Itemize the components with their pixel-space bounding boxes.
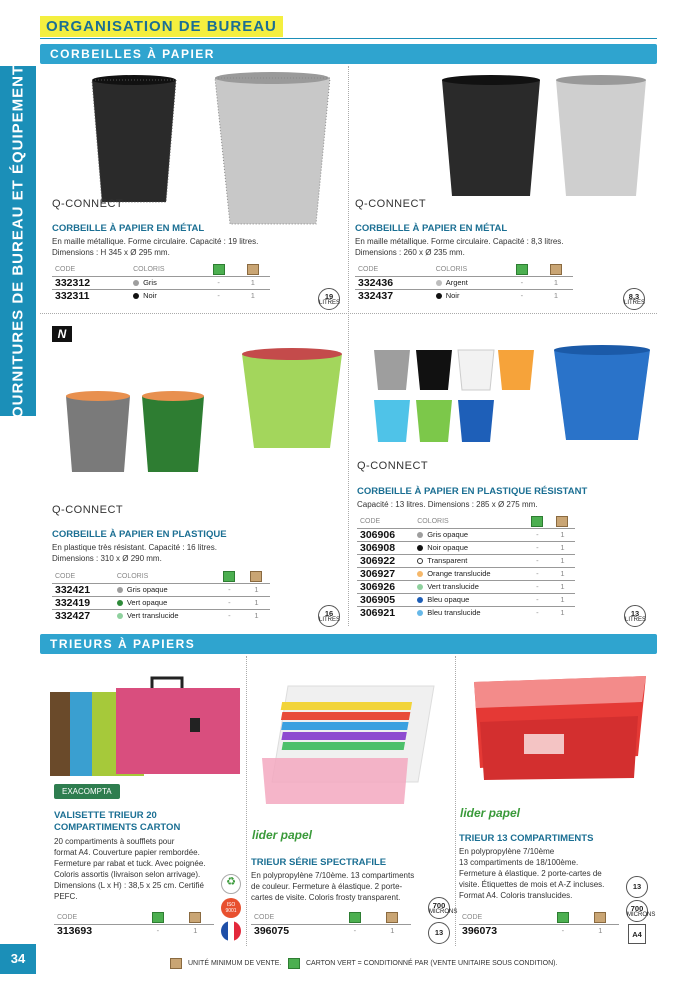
colors-header: COLORIS bbox=[417, 518, 449, 526]
legend-green bbox=[288, 958, 557, 969]
color-swatch bbox=[417, 558, 423, 564]
product-code: 306927 bbox=[357, 567, 414, 580]
table-row bbox=[355, 289, 573, 302]
qty-unit: 1 bbox=[550, 528, 575, 541]
qconnect-logo: Q-CONNECT bbox=[355, 198, 427, 210]
product-desc: Dimensions : H 345 x Ø 295 mm. bbox=[52, 248, 170, 257]
table-row bbox=[251, 924, 411, 937]
grey-basket-icon bbox=[66, 391, 130, 472]
product-title: CORBEILLE À PAPIER EN MÉTAL bbox=[52, 223, 205, 234]
a4-format-badge: A4 bbox=[628, 924, 646, 944]
microns-badge: 700 MICRONS bbox=[626, 900, 648, 922]
green-basket-icon bbox=[142, 391, 204, 472]
page-number: 34 bbox=[0, 944, 36, 974]
qty-unit: 1 bbox=[550, 554, 575, 567]
color-name: Vert translucide bbox=[427, 582, 479, 591]
product-desc-block bbox=[251, 870, 414, 903]
plastic-baskets-image bbox=[60, 344, 350, 476]
color-name: Noir bbox=[143, 291, 157, 301]
table-row bbox=[52, 596, 270, 609]
color-swatch bbox=[117, 600, 123, 606]
green-carton-icon bbox=[213, 264, 225, 275]
product-desc: En maille métallique. Forme circulaire. Capacité : 19 litres. bbox=[52, 237, 259, 246]
color-swatch bbox=[417, 532, 423, 538]
box-icon bbox=[170, 958, 182, 969]
color-name: Noir opaque bbox=[427, 543, 469, 552]
product-code: 306908 bbox=[357, 541, 414, 554]
legend-unit-text: UNITÉ MINIMUM DE VENTE. bbox=[188, 960, 282, 967]
translucent-green-basket-icon bbox=[242, 348, 342, 448]
blue-small-basket-icon bbox=[458, 400, 494, 442]
code-header: CODE bbox=[55, 266, 76, 274]
color-name: Bleu opaque bbox=[427, 595, 470, 604]
green-carton-icon bbox=[516, 264, 528, 275]
product-code: 306921 bbox=[357, 606, 414, 619]
qty-green: - bbox=[139, 924, 176, 937]
column-divider bbox=[455, 656, 456, 946]
product-title: VALISETTE TRIEUR 20 bbox=[54, 810, 157, 821]
product-desc: En polypropylène 7/10ème bbox=[459, 847, 555, 856]
qty-green: - bbox=[201, 289, 235, 302]
qty-green: - bbox=[201, 276, 235, 289]
qty-unit: 1 bbox=[539, 289, 573, 302]
box-icon bbox=[550, 264, 562, 275]
color-name: Vert opaque bbox=[126, 598, 168, 607]
green-carton-icon bbox=[349, 912, 361, 923]
sidebar-label: FOURNITURES DE BUREAU ET ÉQUIPEMENTS bbox=[9, 53, 27, 429]
product-desc: Dimensions (L x H) : 38,5 x 25 cm. Certifié bbox=[54, 881, 204, 890]
table-row bbox=[459, 924, 619, 937]
qty-unit: 1 bbox=[243, 609, 270, 622]
iso-badge: ISO 9001 bbox=[221, 898, 241, 918]
color-swatch bbox=[417, 571, 423, 577]
product-table bbox=[52, 571, 270, 622]
product-desc: visite. Étiquettes de mois et A-Z incluses. bbox=[459, 880, 605, 889]
table-row bbox=[357, 567, 575, 580]
table-row bbox=[357, 606, 575, 619]
box-icon bbox=[556, 516, 568, 527]
product-desc: Capacité : 13 litres. Dimensions : 285 x Ø 275 mm. bbox=[357, 500, 538, 509]
color-swatch bbox=[117, 587, 123, 593]
qty-unit: 1 bbox=[550, 567, 575, 580]
product-title: TRIEUR 13 COMPARTIMENTS bbox=[459, 833, 594, 844]
product-code: 332312 bbox=[52, 276, 130, 289]
color-swatch bbox=[436, 293, 442, 299]
qty-green: - bbox=[525, 554, 550, 567]
product-table bbox=[459, 912, 619, 937]
product-table bbox=[52, 264, 270, 302]
product-code: 332427 bbox=[52, 609, 114, 622]
color-swatch bbox=[417, 584, 423, 590]
product-desc: Fermeture à élastique. 2 porte-cartes de bbox=[459, 869, 602, 878]
product-title: TRIEUR SÉRIE SPECTRAFILE bbox=[251, 857, 387, 868]
silver-mesh-basket-icon bbox=[556, 75, 646, 196]
table-row bbox=[357, 554, 575, 567]
product-code: 396075 bbox=[251, 924, 336, 937]
capacity-badge: 19 LITRES bbox=[318, 288, 340, 310]
product-desc: de couleur. Fermeture à élastique. 2 porte- bbox=[251, 882, 403, 891]
section-bar-trieurs: TRIEURS À PAPIERS bbox=[40, 634, 657, 654]
box-icon bbox=[250, 571, 262, 582]
product-title: CORBEILLE À PAPIER EN PLASTIQUE bbox=[52, 529, 227, 540]
color-name: Gris bbox=[143, 278, 157, 287]
qty-green: - bbox=[544, 924, 581, 937]
color-name: Gris opaque bbox=[126, 585, 168, 594]
product-desc-block bbox=[54, 836, 206, 902]
color-swatch bbox=[117, 613, 123, 619]
product-code: 332419 bbox=[52, 596, 114, 609]
small-metal-baskets-image bbox=[438, 74, 650, 204]
microns-badge: 700 MICRONS bbox=[428, 897, 450, 919]
table-row bbox=[357, 580, 575, 593]
qty-green: - bbox=[505, 289, 539, 302]
orange-small-basket-icon bbox=[498, 350, 534, 390]
qty-green: - bbox=[525, 593, 550, 606]
title-divider bbox=[40, 38, 657, 39]
pefc-icon: ♻ bbox=[221, 874, 241, 894]
color-swatch bbox=[436, 280, 442, 286]
color-name: Orange translucide bbox=[427, 569, 491, 578]
product-code: 306906 bbox=[357, 528, 414, 541]
color-name: Noir bbox=[445, 291, 460, 301]
qconnect-logo: Q-CONNECT bbox=[52, 504, 124, 516]
product-title: COMPARTIMENTS CARTON bbox=[54, 822, 181, 833]
table-row bbox=[357, 593, 575, 606]
qty-unit: 1 bbox=[550, 541, 575, 554]
red-trieur-icon bbox=[474, 676, 646, 780]
qconnect-logo: Q-CONNECT bbox=[52, 198, 124, 210]
colors-header: COLORIS bbox=[435, 266, 468, 274]
table-row bbox=[355, 276, 573, 289]
qty-unit: 1 bbox=[550, 606, 575, 619]
qty-unit: 1 bbox=[550, 593, 575, 606]
product-desc-block bbox=[459, 846, 604, 901]
compartments-badge: 13 bbox=[626, 876, 648, 898]
product-desc: En plastique très résistant. Capacité : 16 litres. bbox=[52, 543, 217, 552]
qty-green: - bbox=[525, 567, 550, 580]
box-icon bbox=[594, 912, 606, 923]
transparent-small-basket-icon bbox=[458, 350, 494, 390]
product-code: 332311 bbox=[52, 289, 130, 302]
table-row bbox=[54, 924, 214, 937]
legend-green-text: CARTON VERT = CONDITIONNÉ PAR (VENTE UNITAIRE SOUS CONDITION). bbox=[306, 960, 558, 967]
compartments-badge: 13 bbox=[428, 922, 450, 944]
lider-papel-logo: lider papel bbox=[460, 806, 521, 820]
green-carton-icon bbox=[288, 958, 300, 969]
qty-unit: 1 bbox=[539, 276, 573, 289]
code-header: CODE bbox=[462, 914, 483, 922]
product-table bbox=[355, 264, 573, 302]
box-icon bbox=[189, 912, 201, 923]
product-code: 306905 bbox=[357, 593, 414, 606]
product-desc: Coloris assortis (livraison selon arrivage). bbox=[54, 870, 201, 879]
product-desc: Dimensions : 310 x Ø 290 mm. bbox=[52, 554, 162, 563]
code-header: CODE bbox=[254, 914, 275, 922]
product-code: 306926 bbox=[357, 580, 414, 593]
qty-unit: 1 bbox=[236, 289, 270, 302]
qty-green: - bbox=[336, 924, 373, 937]
green-carton-icon bbox=[557, 912, 569, 923]
qty-unit: 1 bbox=[582, 924, 619, 937]
resistant-baskets-image bbox=[370, 344, 655, 448]
qty-unit: 1 bbox=[243, 583, 270, 596]
silver-mesh-basket-icon bbox=[215, 72, 330, 224]
red-trieur-image bbox=[470, 672, 650, 782]
file-case-icon bbox=[50, 678, 240, 776]
product-title: CORBEILLE À PAPIER EN PLASTIQUE RÉSISTANT bbox=[357, 486, 588, 497]
lime-small-basket-icon bbox=[416, 400, 452, 442]
sidebar-category bbox=[0, 53, 36, 429]
product-title: CORBEILLE À PAPIER EN MÉTAL bbox=[355, 223, 508, 234]
code-header: CODE bbox=[360, 518, 381, 526]
green-carton-icon bbox=[223, 571, 235, 582]
product-table bbox=[357, 516, 575, 619]
qty-green: - bbox=[216, 596, 243, 609]
table-row bbox=[357, 541, 575, 554]
qty-green: - bbox=[525, 580, 550, 593]
section-bar-corbeilles: CORBEILLES À PAPIER bbox=[40, 44, 657, 64]
black-mesh-basket-icon bbox=[442, 75, 540, 196]
box-icon bbox=[386, 912, 398, 923]
qty-unit: 1 bbox=[374, 924, 411, 937]
lider-papel-logo: lider papel bbox=[252, 828, 313, 842]
product-desc: Dimensions : 260 x Ø 235 mm. bbox=[355, 248, 465, 257]
spectrafile-image bbox=[258, 680, 438, 806]
color-swatch bbox=[133, 280, 139, 286]
product-desc: PEFC. bbox=[54, 892, 78, 901]
spectrafile-trieur-icon bbox=[262, 686, 434, 804]
column-divider bbox=[246, 656, 247, 946]
row-divider bbox=[40, 313, 657, 314]
colors-header: COLORIS bbox=[116, 573, 149, 581]
product-table bbox=[54, 912, 214, 937]
black-small-basket-icon bbox=[416, 350, 452, 390]
qty-green: - bbox=[525, 528, 550, 541]
capacity-badge: 13 LITRES bbox=[624, 605, 646, 627]
qty-green: - bbox=[216, 609, 243, 622]
product-code: 332436 bbox=[355, 276, 433, 289]
qty-unit: 1 bbox=[236, 276, 270, 289]
product-desc: Fermeture par rabat et tuck. Avec poignée. bbox=[54, 859, 206, 868]
legend-unit bbox=[170, 958, 281, 969]
cyan-small-basket-icon bbox=[374, 400, 410, 442]
page-title: ORGANISATION DE BUREAU bbox=[40, 16, 283, 37]
table-row bbox=[52, 583, 270, 596]
green-carton-icon bbox=[152, 912, 164, 923]
qty-unit: 1 bbox=[177, 924, 214, 937]
table-row bbox=[52, 609, 270, 622]
product-desc: format A4. Couverture papier rembordée. bbox=[54, 848, 200, 857]
code-header: CODE bbox=[358, 266, 379, 274]
product-desc: 20 compartiments à soufflets pour bbox=[54, 837, 175, 846]
exacompta-logo: EXACOMPTA bbox=[54, 784, 120, 799]
capacity-badge: 16 LITRES bbox=[318, 605, 340, 627]
capacity-badge: 8,3 LITRES bbox=[623, 288, 645, 310]
france-flag-icon bbox=[221, 921, 241, 941]
color-swatch bbox=[417, 610, 423, 616]
color-swatch bbox=[417, 545, 423, 551]
color-name: Bleu translucide bbox=[427, 608, 481, 618]
grey-small-basket-icon bbox=[374, 350, 410, 390]
color-name: Argent bbox=[445, 278, 468, 287]
qty-unit: 1 bbox=[550, 580, 575, 593]
box-icon bbox=[247, 264, 259, 275]
qty-green: - bbox=[525, 606, 550, 619]
code-header: CODE bbox=[55, 573, 76, 581]
carton-file-cases-image bbox=[48, 674, 242, 778]
table-row bbox=[357, 528, 575, 541]
qty-unit: 1 bbox=[243, 596, 270, 609]
table-row bbox=[52, 289, 270, 302]
product-code: 396073 bbox=[459, 924, 544, 937]
product-desc: 13 compartiments de 18/100ème. bbox=[459, 858, 579, 867]
green-carton-icon bbox=[531, 516, 543, 527]
blue-large-basket-icon bbox=[554, 345, 650, 440]
black-mesh-basket-icon bbox=[92, 75, 176, 202]
product-code: 332437 bbox=[355, 289, 433, 302]
product-code: 306922 bbox=[357, 554, 414, 567]
color-swatch bbox=[133, 293, 139, 299]
qconnect-logo: Q-CONNECT bbox=[357, 460, 429, 472]
product-code: 313693 bbox=[54, 924, 139, 937]
colors-header: COLORIS bbox=[133, 266, 165, 274]
product-desc: Format A4. Coloris translucides. bbox=[459, 891, 573, 900]
product-desc: cartes de visite. Coloris frosty transparent. bbox=[251, 893, 401, 902]
product-desc: En maille métallique. Forme circulaire. Capacité : 8,3 litres. bbox=[355, 237, 564, 246]
qty-green: - bbox=[216, 583, 243, 596]
color-name: Transparent bbox=[427, 556, 468, 565]
product-desc: En polypropylène 7/10ème. 13 compartiments bbox=[251, 871, 415, 880]
n-brand-logo: N bbox=[52, 326, 72, 342]
product-code: 332421 bbox=[52, 583, 114, 596]
code-header: CODE bbox=[57, 914, 78, 922]
qty-green: - bbox=[525, 541, 550, 554]
product-table bbox=[251, 912, 411, 937]
qty-green: - bbox=[505, 276, 539, 289]
color-name: Gris opaque bbox=[427, 530, 469, 539]
color-name: Vert translucide bbox=[126, 611, 179, 621]
color-swatch bbox=[417, 597, 423, 603]
table-row bbox=[52, 276, 270, 289]
